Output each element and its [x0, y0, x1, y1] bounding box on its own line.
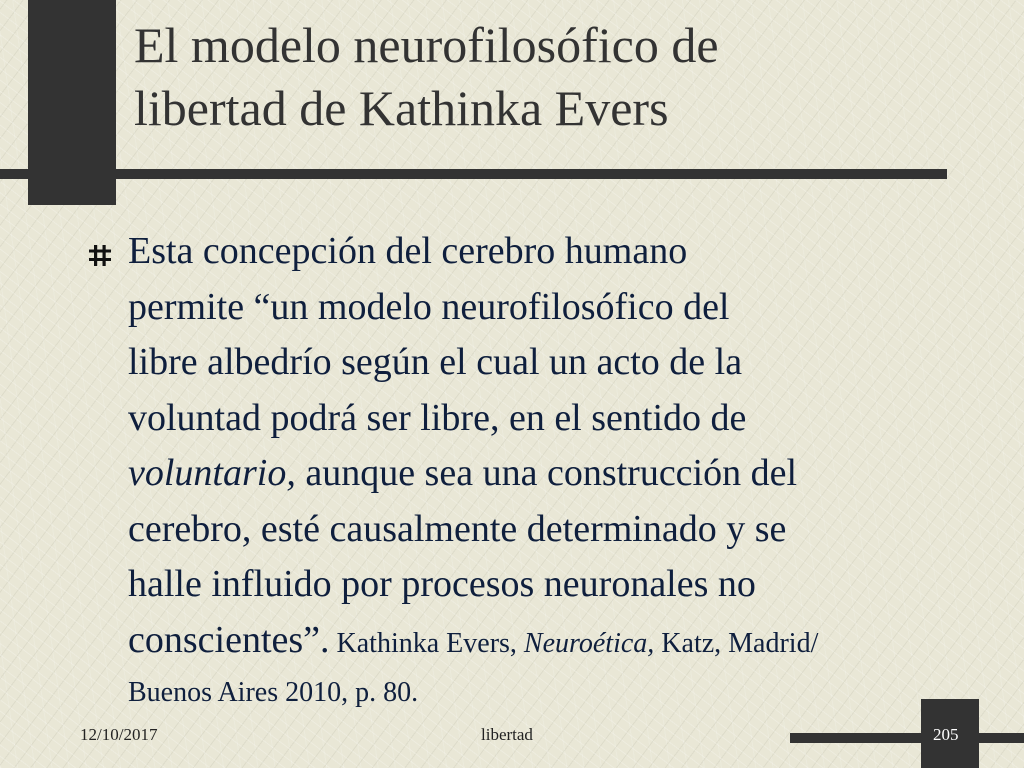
footer-topic: libertad — [481, 725, 533, 744]
quote-end: conscientes”. — [128, 618, 330, 661]
title-underline-bar — [0, 169, 947, 179]
slide-title — [134, 14, 1004, 140]
slide-title-line-1: El modelo neurofilosófico de — [134, 17, 719, 73]
italic-term: voluntario, — [128, 452, 296, 494]
bullet-line: Esta concepción del cerebro humano — [128, 230, 688, 272]
bullet-line: voluntad podrá ser libre, en el sentido de — [128, 396, 747, 439]
page-number: 205 — [933, 725, 959, 744]
bullet-line: libre albedrío según el cual un acto de la — [128, 341, 743, 383]
bullet-paragraph — [128, 224, 988, 713]
bullet-line — [128, 446, 988, 502]
citation-publisher: Katz, Madrid/ — [654, 627, 819, 659]
bullet-line: halle influido por procesos neuronales no — [128, 563, 756, 605]
hash-bullet-icon — [89, 243, 111, 267]
citation-book-title: Neuroética, — [523, 627, 655, 659]
footer-accent-line — [790, 733, 1024, 743]
bullet-line: cerebro, esté causalmente determinado y se — [128, 507, 787, 550]
slide-title-line-2: libertad de Kathinka Evers — [134, 80, 669, 136]
bullet-line-rest: aunque sea una construcción del — [295, 452, 798, 494]
bullet-line: permite “un modelo neurofilosófico del — [128, 285, 730, 328]
footer-date: 12/10/2017 — [80, 725, 158, 744]
citation-author: Kathinka Evers, — [329, 627, 524, 659]
citation-line-2: Buenos Aires 2010, p. 80. — [128, 677, 419, 708]
bullet-line — [128, 613, 988, 672]
